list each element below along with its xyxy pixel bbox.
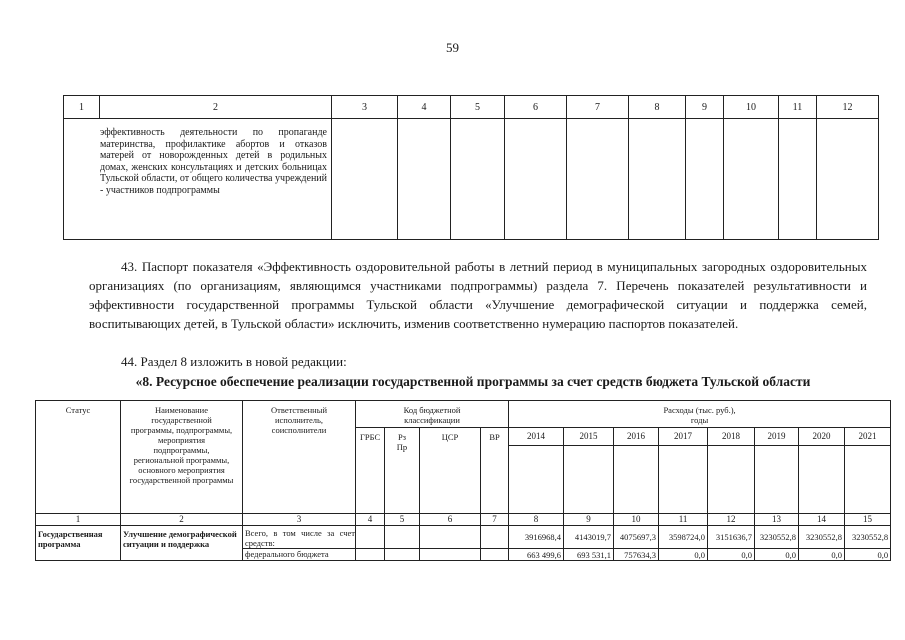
col-number: 1 [36, 514, 121, 526]
year-header: 2021 [845, 428, 891, 446]
col-header: 4 [398, 96, 451, 119]
col-header: 3 [332, 96, 398, 119]
col-header: 6 [505, 96, 567, 119]
value-cell: 3916968,4 [509, 526, 564, 549]
row-name: Улучшение демографической ситуации и поддержка [121, 526, 243, 561]
col-number: 8 [509, 514, 564, 526]
header-csr: ЦСР [420, 428, 481, 514]
header-status: Статус [36, 401, 121, 514]
value-cell: 4075697,3 [614, 526, 659, 549]
col-header: 11 [779, 96, 817, 119]
col-header: 9 [686, 96, 724, 119]
value-cell: 0,0 [708, 549, 755, 561]
col-number: 6 [420, 514, 481, 526]
col-number: 12 [708, 514, 755, 526]
value-cell: 0,0 [755, 549, 799, 561]
value-cell: 3230552,8 [799, 526, 845, 549]
header-grbs: ГРБС [356, 428, 385, 514]
year-header: 2017 [659, 428, 708, 446]
col-number: 3 [243, 514, 356, 526]
resource-table [35, 400, 891, 561]
paragraph-43: 43. Паспорт показателя «Эффективность оздоровительной работы в летний период в муниципальных загородных оздоровительных организациях (по организациям, являющимся участниками подпрограммы) раздела 7. Перечень показателей результативности и эффективности государственной программы Тульской области «Улучшение демографической ситуации и поддержка семей, воспитывающих детей, в Тульской области» исключить, изменив соответственно нумерацию паспортов показателей. [89, 259, 867, 331]
indicator-description: эффективность деятельности по пропаганде материнства, профилактике абортов и отказов матерей от новорожденных детей в родильных домах, женских консультациях и детских больницах Тульской области, от общего количества учреждений - участников подпрограммы [64, 119, 332, 240]
row-label: Всего, в том числе за счет средств: [243, 526, 356, 549]
col-header: 5 [451, 96, 505, 119]
value-cell: 757634,3 [614, 549, 659, 561]
col-number: 2 [121, 514, 243, 526]
column-number-row [36, 514, 891, 526]
year-header: 2016 [614, 428, 659, 446]
col-header: 1 [64, 96, 100, 119]
year-header: 2014 [509, 428, 564, 446]
year-header: 2015 [564, 428, 614, 446]
col-header: 8 [629, 96, 686, 119]
continuation-table [63, 95, 879, 240]
section-title: «8. Ресурсное обеспечение реализации государственной программы за счет средств бюджета Тульской области [135, 374, 811, 389]
col-header: 10 [724, 96, 779, 119]
table-row [36, 526, 891, 549]
col-number: 7 [481, 514, 509, 526]
col-header: 12 [817, 96, 879, 119]
col-number: 5 [385, 514, 420, 526]
header-row [64, 96, 879, 119]
col-number: 9 [564, 514, 614, 526]
header-rzpr: Рз Пр [385, 428, 420, 514]
page-number: 59 [446, 40, 459, 55]
value-cell: 693 531,1 [564, 549, 614, 561]
header-row [36, 401, 891, 428]
value-cell: 0,0 [659, 549, 708, 561]
col-number: 13 [755, 514, 799, 526]
header-budget-code: Код бюджетной классификации [356, 401, 509, 428]
value-cell: 4143019,7 [564, 526, 614, 549]
header-name: Наименование государственной программы, подпрограммы, мероприятия подпрограммы, региональной программы, основного мероприятия государственной программы [121, 401, 243, 514]
col-header: 7 [567, 96, 629, 119]
col-number: 10 [614, 514, 659, 526]
row-status: Государственная программа [36, 526, 121, 561]
col-header: 2 [100, 96, 332, 119]
col-number: 14 [799, 514, 845, 526]
table-row [64, 119, 879, 240]
year-header: 2020 [799, 428, 845, 446]
paragraph-44: 44. Раздел 8 изложить в новой редакции: [121, 354, 347, 369]
year-header: 2019 [755, 428, 799, 446]
value-cell: 3230552,8 [845, 526, 891, 549]
header-responsible: Ответственный исполнитель, соисполнители [243, 401, 356, 514]
col-number: 4 [356, 514, 385, 526]
header-vr: ВР [481, 428, 509, 514]
header-expenses: Расходы (тыс. руб.), годы [509, 401, 891, 428]
value-cell: 3230552,8 [755, 526, 799, 549]
value-cell: 663 499,6 [509, 549, 564, 561]
value-cell: 3151636,7 [708, 526, 755, 549]
row-label: федерального бюджета [243, 549, 356, 561]
value-cell: 0,0 [845, 549, 891, 561]
col-number: 15 [845, 514, 891, 526]
year-header: 2018 [708, 428, 755, 446]
col-number: 11 [659, 514, 708, 526]
value-cell: 0,0 [799, 549, 845, 561]
value-cell: 3598724,0 [659, 526, 708, 549]
